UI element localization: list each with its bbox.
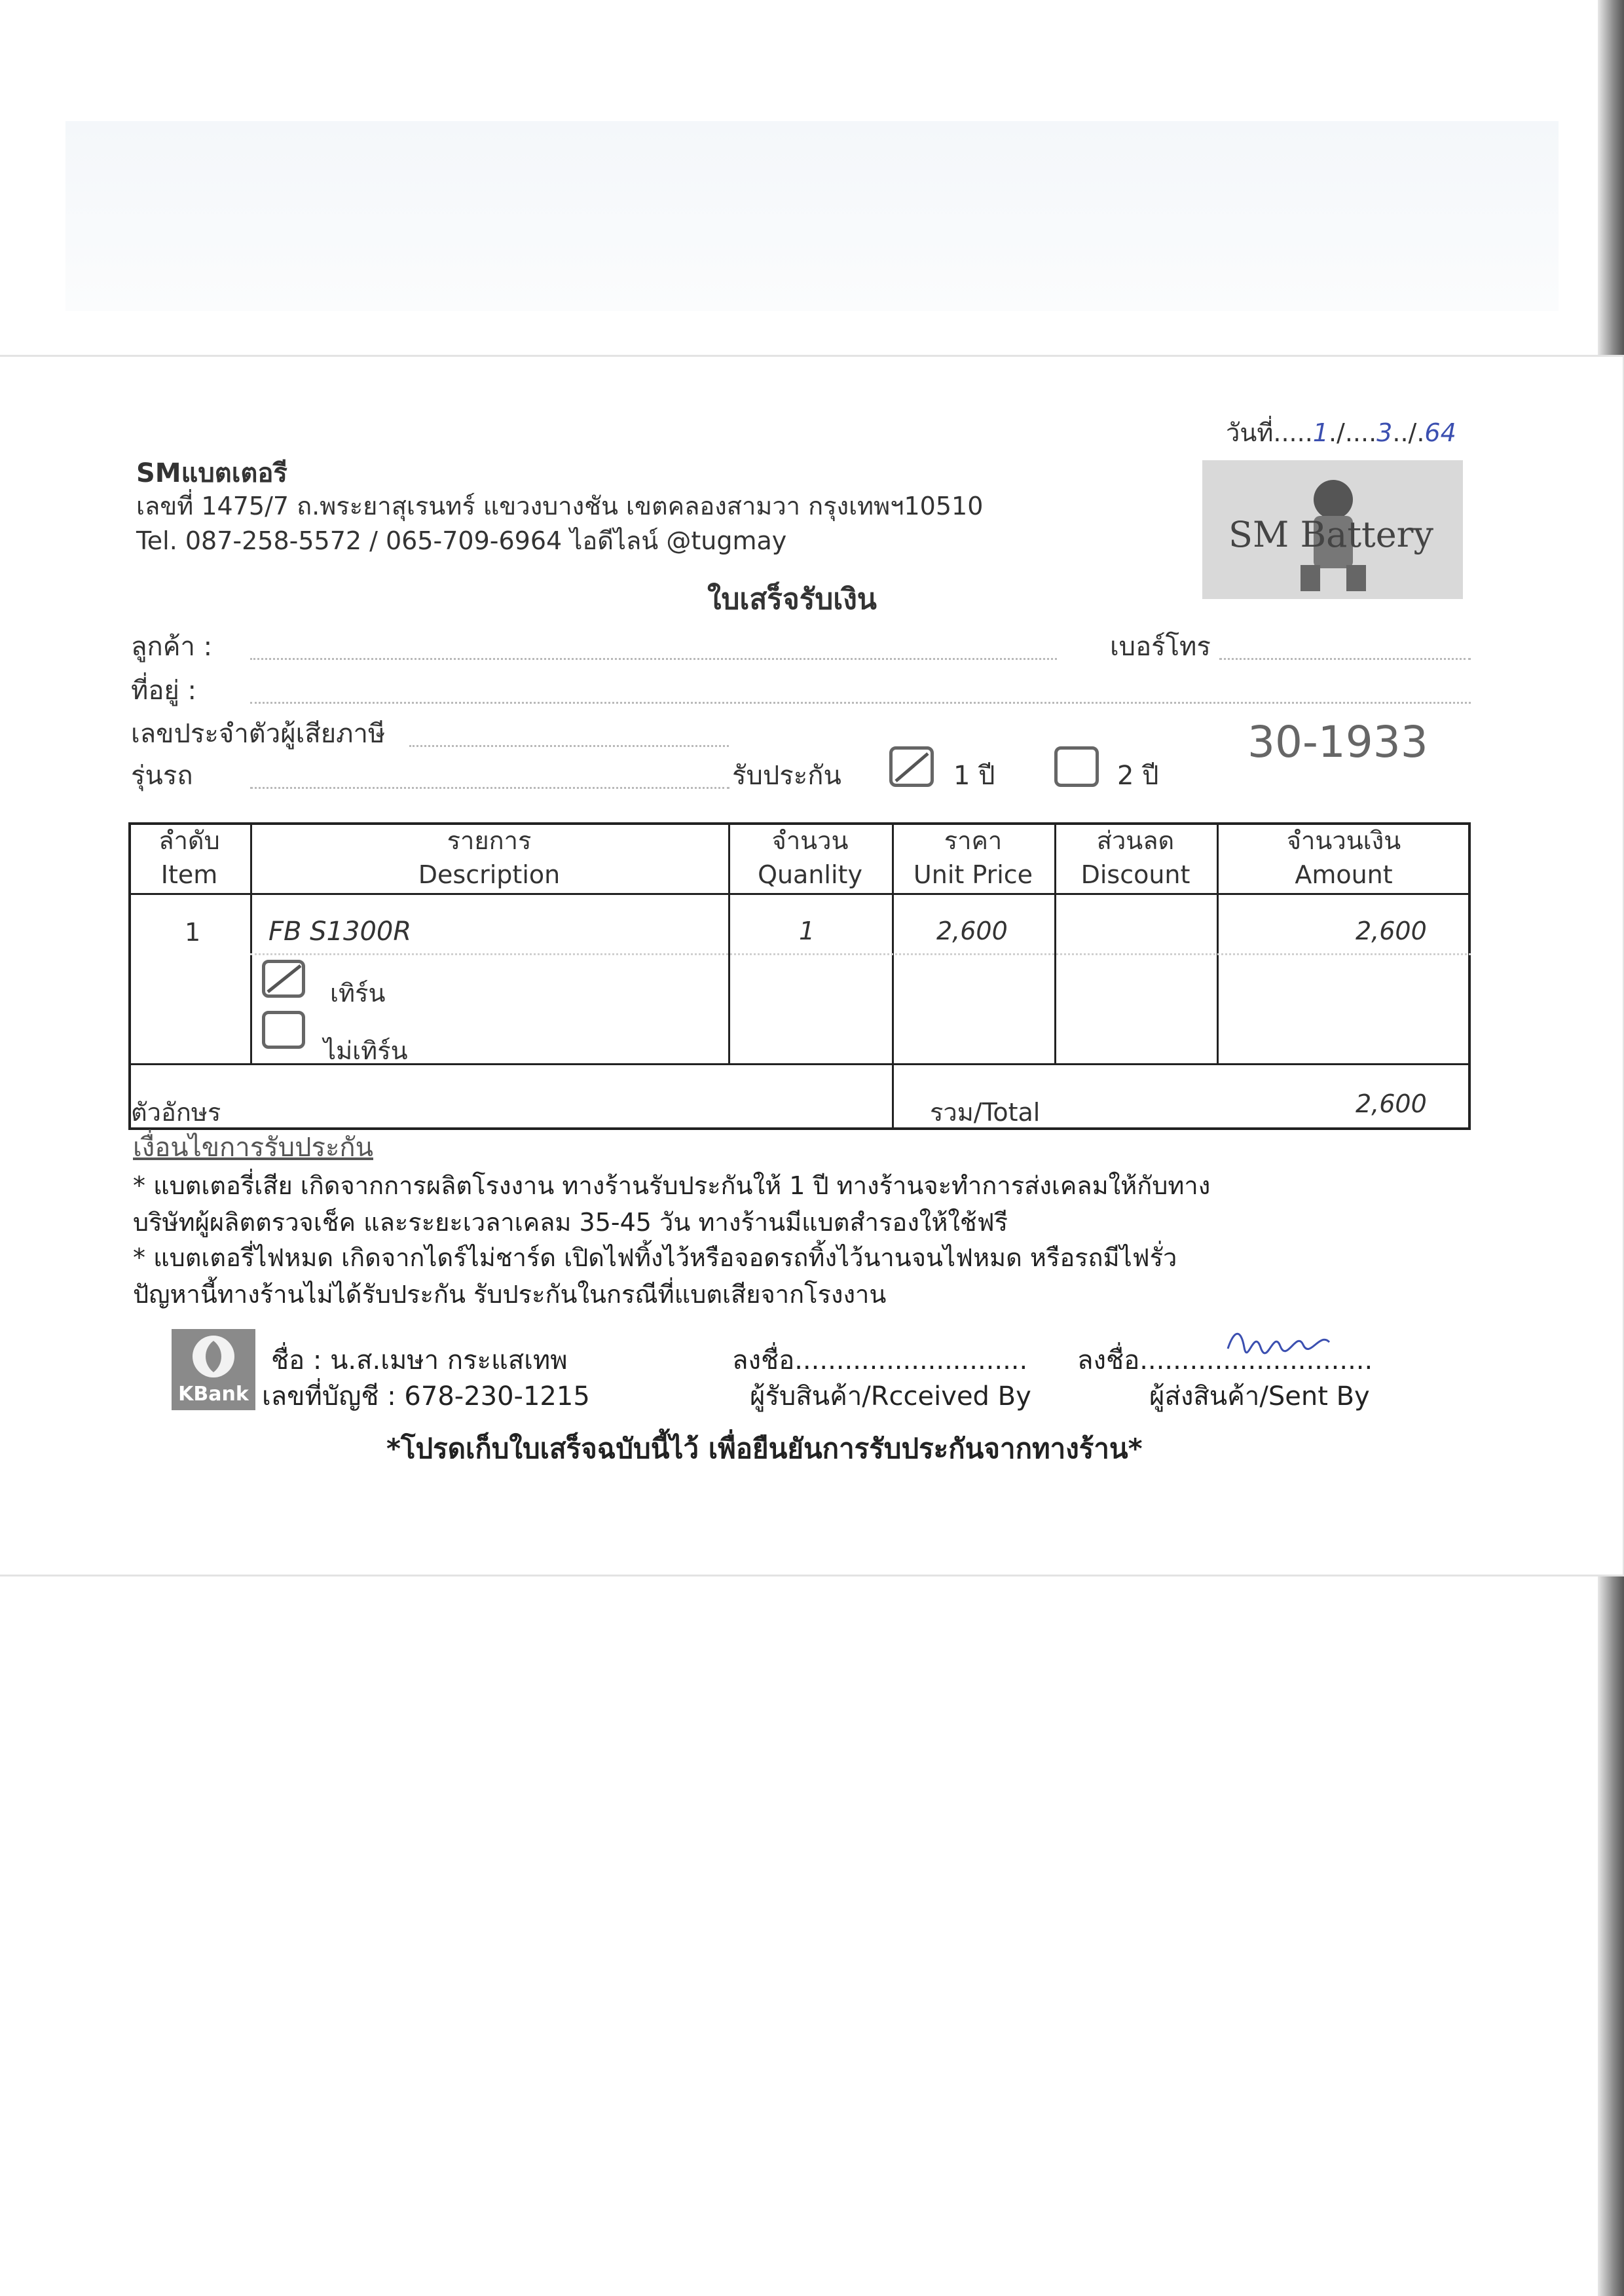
table-header-rule xyxy=(128,893,1471,895)
trade-in-label: เทิร์น xyxy=(330,979,386,1008)
kbank-leaf-icon xyxy=(172,1329,255,1384)
total-value: 2,600 xyxy=(1356,1089,1427,1118)
date-year: 64 xyxy=(1424,418,1456,447)
address-field[interactable] xyxy=(250,702,1471,704)
tax-id-field[interactable] xyxy=(409,745,729,747)
scan-background-band xyxy=(65,121,1559,311)
date-day: 1 xyxy=(1312,418,1329,447)
conditions-heading: เงื่อนไขการรับประกัน xyxy=(133,1133,373,1163)
shop-address: เลขที่ 1475/7 ถ.พระยาสุเรนทร์ แขวงบางชัน เขตคลองสามวา กรุงเทพฯ10510 xyxy=(136,492,984,520)
warranty-2-label: 2 ปี xyxy=(1117,761,1159,791)
header-amount: จำนวนเงิน Amount xyxy=(1286,826,1401,889)
date-month: 3 xyxy=(1376,418,1393,447)
no-trade-in-label: ไม่เทิร์น xyxy=(323,1036,408,1065)
customer-label: ลูกค้า : xyxy=(131,632,213,662)
row-quantity: 1 xyxy=(799,917,815,945)
sender-signature xyxy=(1225,1322,1336,1362)
row-item: 1 xyxy=(185,918,201,947)
car-model-field[interactable] xyxy=(250,787,729,789)
condition-line: * แบตเตอรี่ไฟหมด เกิดจากไดร์ไม่ชาร์ด เปิดไฟทิ้งไว้หรือจอดรถทิ้งไว้นานจนไฟหมด หรือรถมีไฟรั่ว xyxy=(133,1243,1177,1272)
row-description: FB S1300R xyxy=(268,917,412,947)
receiver-label: ผู้รับสินค้า/Rcceived By xyxy=(750,1381,1031,1412)
check-mark-icon xyxy=(893,750,931,784)
header-description: รายการ Description xyxy=(418,826,561,889)
words-label: ตัวอักษร xyxy=(131,1098,221,1127)
row-amount: 2,600 xyxy=(1356,917,1427,945)
trade-in-checkbox[interactable] xyxy=(262,960,305,998)
warranty-2-checkbox[interactable] xyxy=(1054,746,1099,787)
shop-name: SMแบตเตอรี xyxy=(136,458,287,488)
no-trade-in-checkbox[interactable] xyxy=(262,1011,305,1049)
row-unit-price: 2,600 xyxy=(936,917,1008,945)
warranty-1-checkbox[interactable] xyxy=(889,746,934,787)
document-title: ใบเสร็จรับเงิน xyxy=(707,583,877,616)
condition-line: บริษัทผู้ผลิตตรวจเช็ค และระยะเวลาเคลม 35-45 วัน ทางร้านมีแบตสำรองให้ใช้ฟรี xyxy=(133,1208,1008,1237)
table-row-rule xyxy=(250,953,1471,955)
total-label: รวม/Total xyxy=(930,1098,1041,1127)
bank-account-number: เลขที่บัญชี : 678-230-1215 xyxy=(262,1381,590,1412)
date-line: วันที่.....1./....3../.64 xyxy=(1226,418,1456,447)
header-discount: ส่วนลด Discount xyxy=(1080,826,1190,889)
logo-text: SM Battery xyxy=(1228,514,1434,555)
receiver-sign-line: ลงชื่อ............................ xyxy=(732,1345,1028,1376)
warranty-1-label: 1 ปี xyxy=(953,761,995,791)
header-item: ลำดับ Item xyxy=(158,826,220,889)
sender-label: ผู้ส่งสินค้า/Sent By xyxy=(1149,1381,1370,1412)
footer-note: *โปรดเก็บใบเสร็จฉบับนี้ไว้ เพื่อยืนยันการรับประกันจากทางร้าน* xyxy=(386,1432,1143,1465)
header-unit-price: ราคา Unit Price xyxy=(913,826,1033,889)
kbank-label: KBank xyxy=(178,1383,249,1406)
phone-label: เบอร์โทร xyxy=(1110,632,1211,662)
address-label: ที่อยู่ : xyxy=(131,676,197,706)
sender-sign-line: ลงชื่อ............................ xyxy=(1077,1345,1373,1376)
check-mark-icon xyxy=(265,963,302,994)
car-model-label: รุ่นรถ xyxy=(131,761,193,791)
tax-id-label: เลขประจำตัวผู้เสียภาษี xyxy=(131,719,386,749)
header-quantity: จำนวน Quanlity xyxy=(758,826,862,889)
bank-account-name: ชื่อ : น.ส.เมษา กระแสเทพ xyxy=(271,1345,568,1376)
condition-line: * แบตเตอรี่เสีย เกิดจากการผลิตโรงงาน ทางร้านรับประกันให้ 1 ปี ทางร้านจะทำการส่งเคลมให้กับทาง xyxy=(133,1171,1211,1200)
handwritten-ref: 30-1933 xyxy=(1247,717,1428,767)
condition-line: ปัญหานี้ทางร้านไม่ได้รับประกัน รับประกันในกรณีที่แบตเสียจากโรงงาน xyxy=(133,1280,887,1309)
date-label: วันที่ xyxy=(1226,418,1274,447)
warranty-label: รับประกัน xyxy=(732,761,841,791)
customer-field[interactable] xyxy=(250,658,1057,660)
shop-tel: Tel. 087-258-5572 / 065-709-6964 ไอดีไลน์ @tugmay xyxy=(136,526,787,555)
phone-field[interactable] xyxy=(1219,658,1471,660)
